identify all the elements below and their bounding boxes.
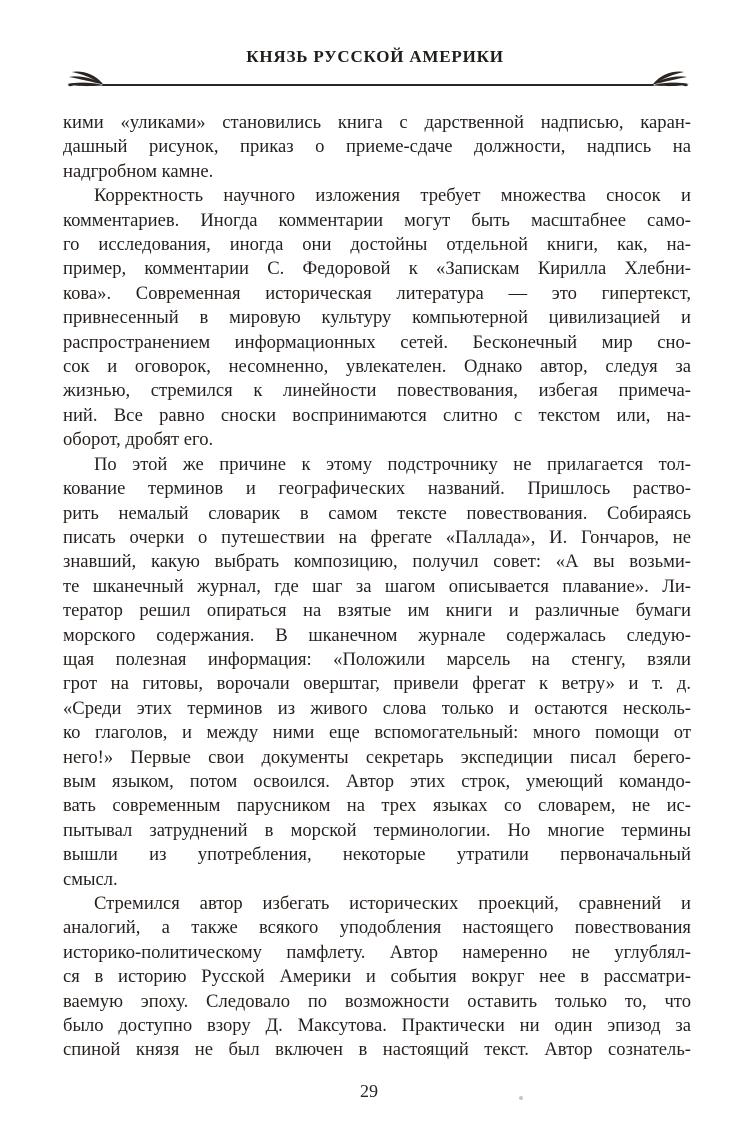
text-line: кова». Современная историческая литература — это гипертекст, — [63, 282, 691, 304]
body-text — [63, 111, 691, 1063]
text-line: рить немалый словарик в самом тексте повествования. Собираясь — [63, 502, 691, 524]
text-line: него!» Первые свои документы секретарь экспедиции писал берего- — [63, 746, 691, 768]
ornament-flourish-left-icon — [66, 70, 106, 88]
text-line: писать очерки о путешествии на фрегате «Паллада», И. Гончаров, не — [63, 526, 691, 548]
text-line: морского содержания. В шканечном журнале содержалась следую- — [63, 624, 691, 646]
ornament-flourish-right-icon — [650, 70, 690, 88]
text-line: те шканечный журнал, где шаг за шагом описывается плавание». Ли- — [63, 575, 691, 597]
page-number: 29 — [360, 1081, 378, 1101]
text-line: ко глаголов, и между ними еще вспомогательный: много помощи от — [63, 722, 691, 744]
text-line: знавший, какую выбрать композицию, получил совет: «А вы возьми- — [63, 551, 691, 573]
text-line: го исследования, иногда они достойны отдельной книги, как, на- — [63, 234, 691, 256]
text-line: распространением информационных сетей. Бесконечный мир сно- — [63, 331, 691, 353]
text-line: тератор решил опираться на взятые им книги и различные бумаги — [63, 600, 691, 622]
text-line: кими «уликами» становились книга с дарственной надписью, каран- — [63, 112, 691, 133]
text-line: привнесенный в мировую культуру компьютерной цивилизацией и — [63, 307, 691, 329]
text-line: щая полезная информация: «Положили марсель на стенгу, взяли — [63, 648, 691, 670]
text-line: вать современным парусником на трех языках со словарем, не ис- — [63, 795, 691, 817]
text-line: Корректность научного изложения требует множества сносок и — [94, 185, 691, 207]
text-line: По этой же причине к этому подстрочнику не прилагается тол- — [94, 453, 691, 475]
paragraph — [63, 111, 691, 184]
text-line: вышли из употребления, некоторые утратили первоначальный — [63, 844, 691, 866]
text-line: ся в историю Русской Америки и события вокруг нее в рассматри- — [63, 966, 691, 988]
text-line: дашный рисунок, приказ о приеме-сдаче должности, надпись на — [63, 136, 691, 158]
header-rule-line — [102, 84, 654, 86]
text-line: оборот, дробят его. — [63, 429, 214, 451]
text-line: жизнью, стремился к линейности повествования, избегая примеча- — [63, 380, 691, 402]
text-line: надгробном камне. — [63, 160, 214, 182]
text-line: пытывал затруднений в морской терминологии. Но многие термины — [63, 819, 691, 841]
text-line: историко-политическому памфлету. Автор намеренно не углублял- — [63, 941, 691, 963]
text-line: «Среди этих терминов из живого слова только и остаются несколь- — [63, 697, 691, 719]
text-line: было доступно взору Д. Максутова. Практически ни один эпизод за — [63, 1015, 691, 1037]
text-line: кование терминов и географических названий. Пришлось раство- — [63, 478, 691, 500]
paragraph — [63, 892, 691, 1063]
paragraph — [63, 453, 691, 892]
text-line: вым языком, потом освоился. Автор этих строк, умеющий командо- — [63, 770, 691, 792]
paragraph — [63, 184, 691, 452]
header-ornament-rule — [66, 66, 690, 88]
running-title: КНЯЗЬ РУССКОЙ АМЕРИКИ — [246, 47, 504, 66]
text-line: ваемую эпоху. Следовало по возможности оставить только то, что — [63, 990, 691, 1012]
text-line: спиной князя не был включен в настоящий текст. Автор сознатель- — [63, 1039, 691, 1061]
text-line: Стремился автор избегать исторических проекций, сравнений и — [94, 893, 691, 914]
text-line: сок и оговорок, несомненно, увлекателен. Однако автор, следуя за — [63, 356, 691, 378]
text-line: ний. Все равно сноски воспринимаются слитно с текстом или, на- — [63, 404, 691, 426]
text-line: аналогий, а также всякого уподобления настоящего повествования — [63, 917, 691, 939]
text-line: смысл. — [63, 868, 118, 890]
text-line: пример, комментарии С. Федоровой к «Запискам Кирилла Хлебни- — [63, 258, 691, 280]
scan-artifact-dot — [519, 1096, 523, 1100]
text-line: комментариев. Иногда комментарии могут быть масштабнее само- — [63, 209, 691, 231]
text-line: грот на гитовы, ворочали оверштаг, привели фрегат к ветру» и т. д. — [63, 673, 691, 695]
